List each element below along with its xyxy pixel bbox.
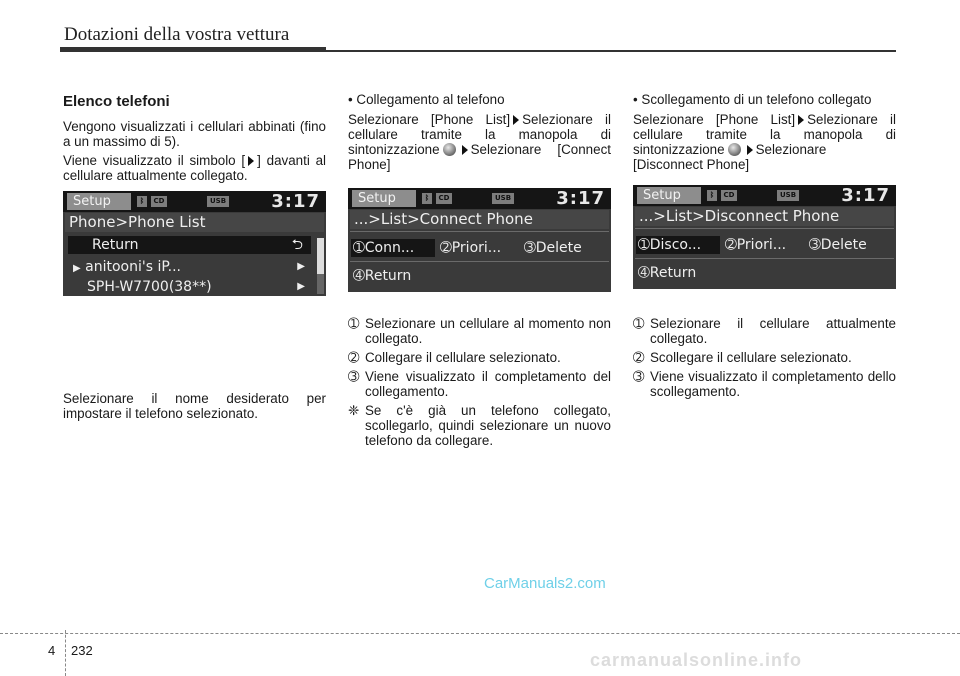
instruction-text: Selezionare il cellulare tramite la manopola di sintonizzazione: [348, 112, 611, 157]
divider: [635, 228, 894, 229]
tune-knob-icon: [728, 143, 741, 156]
option-return[interactable]: ➃Return: [638, 265, 697, 281]
breadcrumb: Phone>Phone List: [65, 213, 324, 232]
cd-badge: CD: [151, 196, 167, 207]
paragraph: Selezionare il nome desiderato per impostare il telefono selezionato.: [63, 391, 326, 421]
bluetooth-icon: ᛒ: [707, 190, 717, 201]
watermark-link[interactable]: CarManuals2.com: [484, 575, 606, 592]
chevron-right-icon: ▶: [297, 281, 305, 292]
divider: [350, 261, 609, 262]
screen-body: [63, 212, 326, 296]
display-screen-phone-list: [63, 191, 326, 296]
play-arrow-icon: [798, 115, 804, 125]
option-connect[interactable]: ➀Conn...: [351, 239, 435, 257]
clock: 3:17: [556, 188, 605, 209]
scrollbar-thumb[interactable]: [317, 238, 324, 274]
divider: [350, 231, 609, 232]
instruction-paragraph: [348, 112, 611, 172]
option-priority[interactable]: ➁Priori...: [440, 240, 502, 256]
cd-badge: CD: [721, 190, 737, 201]
paragraph-text: Viene visualizzato il simbolo [: [63, 153, 246, 168]
instruction-paragraph: [633, 112, 896, 172]
play-arrow-icon: ▶: [73, 263, 81, 274]
setup-tab: Setup: [352, 190, 416, 207]
breadcrumb: ...>List>Connect Phone: [350, 210, 609, 229]
bullet-heading: • Collegamento al telefono: [348, 92, 505, 107]
usb-badge: USB: [492, 193, 514, 204]
paragraph-text: ] davanti al cellulare attualmente collegato.: [63, 153, 326, 183]
usb-badge: USB: [777, 190, 799, 201]
phone-name: SPH-W7700(38**): [87, 279, 212, 295]
play-arrow-icon: [462, 145, 468, 155]
list-item: ➁ Scollegare il cellulare selezionato.: [633, 350, 852, 365]
footer-divider: [65, 630, 66, 676]
list-item: ➀ Selezionare un cellulare al momento non collegato.: [348, 316, 611, 346]
list-item: ➁ Collegare il cellulare selezionato.: [348, 350, 561, 365]
list-item-phone[interactable]: [73, 258, 309, 278]
display-screen-connect-phone: [348, 188, 611, 292]
section-title: Elenco telefoni: [63, 93, 170, 110]
header-rule-thick: [60, 47, 326, 52]
header-rule-thin: [326, 50, 896, 52]
option-delete[interactable]: ➂Delete: [524, 240, 582, 256]
status-bar: [633, 185, 896, 206]
clock: 3:17: [841, 185, 890, 206]
watermark-footer: carmanualsonline.info: [590, 650, 803, 670]
option-return[interactable]: ➃Return: [353, 268, 412, 284]
phone-name: anitooni's iP...: [85, 259, 181, 275]
clock: 3:17: [271, 191, 320, 212]
play-arrow-icon: [747, 145, 753, 155]
instruction-text: Selezionare il cellulare tramite la manopola di sintonizzazione: [633, 112, 896, 157]
list-item: ➀ Selezionare il cellulare attualmente collegato.: [633, 316, 896, 346]
status-bar: [63, 191, 326, 212]
numbered-list: [633, 316, 896, 399]
usb-badge: USB: [207, 196, 229, 207]
instruction-text: Selezionare [Phone List]: [348, 112, 511, 127]
status-bar: [348, 188, 611, 209]
numbered-list: [348, 316, 611, 448]
option-priority[interactable]: ➁Priori...: [725, 237, 787, 253]
setup-tab: Setup: [67, 193, 131, 210]
screen-body: [633, 206, 896, 289]
cd-badge: CD: [436, 193, 452, 204]
list-item-phone[interactable]: [73, 278, 309, 296]
page-header-title: Dotazioni della vostra vettura: [64, 24, 290, 45]
breadcrumb: ...>List>Disconnect Phone: [635, 207, 894, 226]
return-icon: ⮌: [291, 237, 303, 253]
list-item: ➂ Viene visualizzato il completamento dello scollegamento.: [633, 369, 896, 399]
display-screen-disconnect-phone: [633, 185, 896, 289]
menu-item-label: Return: [92, 237, 139, 253]
play-arrow-icon: [513, 115, 519, 125]
section-number: 4: [48, 643, 56, 658]
bluetooth-icon: ᛒ: [137, 196, 147, 207]
instruction-text: Selezionare [Phone List]: [633, 112, 796, 127]
chevron-right-icon: ▶: [297, 261, 305, 272]
bullet-heading: • Scollegamento di un telefono collegato: [633, 92, 872, 107]
play-arrow-icon: [248, 156, 254, 166]
note-item: ❈ Se c'è già un telefono collegato, scollegarlo, quindi selezionare un nuovo telefono da collegare.: [348, 403, 611, 448]
screen-body: [348, 209, 611, 292]
list-item: ➂ Viene visualizzato il completamento del collegamento.: [348, 369, 611, 399]
footer-rule: [0, 633, 960, 634]
divider: [635, 258, 894, 259]
tune-knob-icon: [443, 143, 456, 156]
instruction-text: Selezionare [Connect Phone]: [348, 142, 611, 172]
paragraph: Vengono visualizzati i cellulari abbinati (fino a un massimo di 5).: [63, 119, 326, 149]
option-disconnect[interactable]: ➀Disco...: [636, 236, 720, 254]
scrollbar[interactable]: [317, 238, 324, 294]
menu-item-return[interactable]: [68, 236, 311, 254]
option-delete[interactable]: ➂Delete: [809, 237, 867, 253]
setup-tab: Setup: [637, 187, 701, 204]
paragraph: [63, 153, 326, 183]
bluetooth-icon: ᛒ: [422, 193, 432, 204]
page-number: 232: [71, 643, 93, 658]
instruction-text: Selezionare [Disconnect Phone]: [633, 142, 827, 172]
